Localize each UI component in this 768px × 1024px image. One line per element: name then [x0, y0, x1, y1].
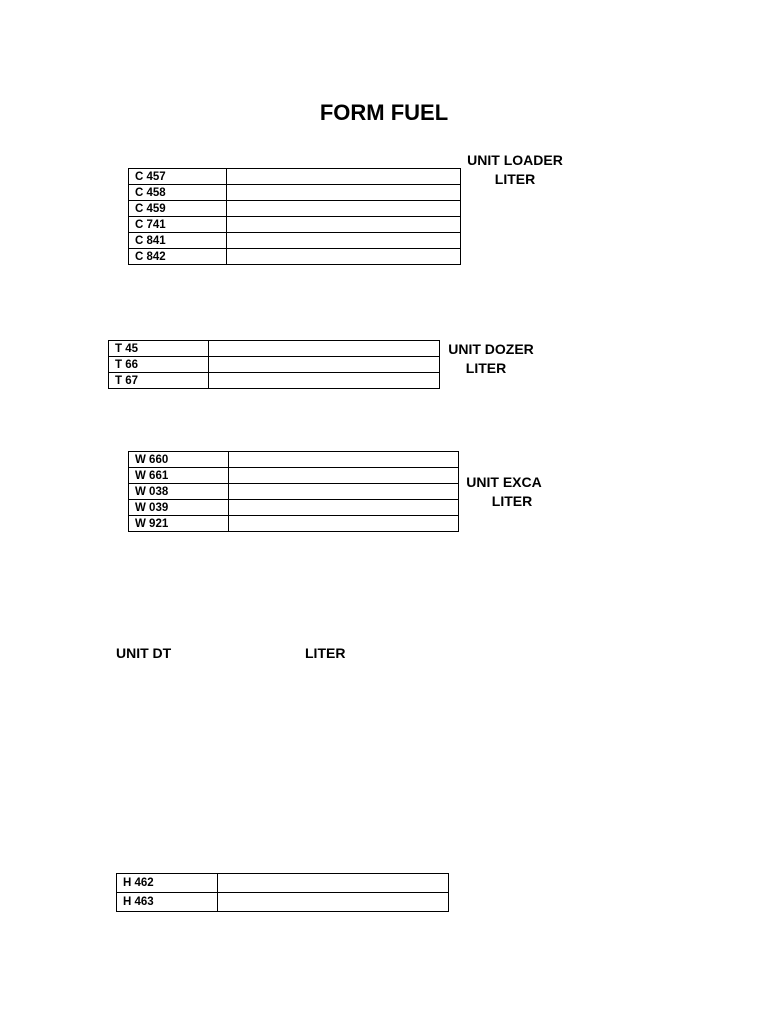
unit-code-cell: C 741	[129, 217, 227, 233]
table-row	[109, 341, 440, 357]
dump-truck-table	[116, 873, 449, 912]
table-row	[129, 484, 459, 500]
dozer-unit-label	[443, 340, 539, 378]
table-row	[129, 201, 461, 217]
unit-code-cell: C 459	[129, 201, 227, 217]
unit-code-cell: W 661	[129, 468, 229, 484]
liter-value-cell[interactable]	[229, 468, 459, 484]
dump-truck-rows	[117, 874, 449, 912]
unit-code-cell: T 66	[109, 357, 209, 373]
table-row	[129, 217, 461, 233]
unit-code-cell: T 67	[109, 373, 209, 389]
loader-unit-label	[462, 151, 568, 189]
dt-unit-label: UNIT DT	[116, 645, 172, 661]
table-row	[117, 893, 449, 912]
unit-code-cell: C 457	[129, 169, 227, 185]
unit-code-cell: W 038	[129, 484, 229, 500]
table-row	[129, 468, 459, 484]
liter-value-cell[interactable]	[227, 249, 461, 265]
liter-value-cell[interactable]	[229, 500, 459, 516]
table-row	[117, 874, 449, 893]
dozer-rows	[109, 341, 440, 389]
liter-value-cell[interactable]	[227, 233, 461, 249]
dozer-liter-label: LITER	[465, 360, 507, 376]
table-row	[129, 500, 459, 516]
unit-code-cell: C 842	[129, 249, 227, 265]
liter-value-cell[interactable]	[209, 373, 440, 389]
unit-code-cell: W 921	[129, 516, 229, 532]
unit-code-cell: C 841	[129, 233, 227, 249]
liter-value-cell[interactable]	[227, 185, 461, 201]
table-row	[129, 185, 461, 201]
table-row	[129, 249, 461, 265]
excavator-unit-label	[463, 473, 545, 511]
unit-code-cell: C 458	[129, 185, 227, 201]
unit-code-cell: W 039	[129, 500, 229, 516]
liter-value-cell[interactable]	[229, 452, 459, 468]
unit-code-cell: H 462	[117, 874, 218, 893]
loader-rows	[129, 169, 461, 265]
page-title: FORM FUEL	[319, 100, 449, 125]
liter-value-cell[interactable]	[227, 201, 461, 217]
excavator-liter-label: LITER	[491, 493, 533, 509]
dozer-unit-title: UNIT DOZER	[448, 341, 534, 357]
excavator-unit-title: UNIT EXCA	[466, 474, 542, 490]
loader-unit-title: UNIT LOADER	[467, 152, 563, 168]
loader-liter-label: LITER	[494, 171, 536, 187]
liter-value-cell[interactable]	[227, 169, 461, 185]
table-row	[129, 516, 459, 532]
liter-value-cell[interactable]	[229, 484, 459, 500]
liter-value-cell[interactable]	[229, 516, 459, 532]
unit-code-cell: H 463	[117, 893, 218, 912]
table-row	[109, 373, 440, 389]
table-row	[129, 233, 461, 249]
liter-value-cell[interactable]	[209, 341, 440, 357]
liter-value-cell[interactable]	[218, 874, 449, 893]
unit-code-cell: T 45	[109, 341, 209, 357]
loader-table	[128, 168, 461, 265]
liter-value-cell[interactable]	[218, 893, 449, 912]
table-row	[129, 452, 459, 468]
table-row	[129, 169, 461, 185]
liter-value-cell[interactable]	[227, 217, 461, 233]
unit-code-cell: W 660	[129, 452, 229, 468]
table-row	[109, 357, 440, 373]
excavator-table	[128, 451, 459, 532]
dt-liter-label: LITER	[305, 645, 346, 661]
liter-value-cell[interactable]	[209, 357, 440, 373]
excavator-rows	[129, 452, 459, 532]
dozer-table	[108, 340, 440, 389]
